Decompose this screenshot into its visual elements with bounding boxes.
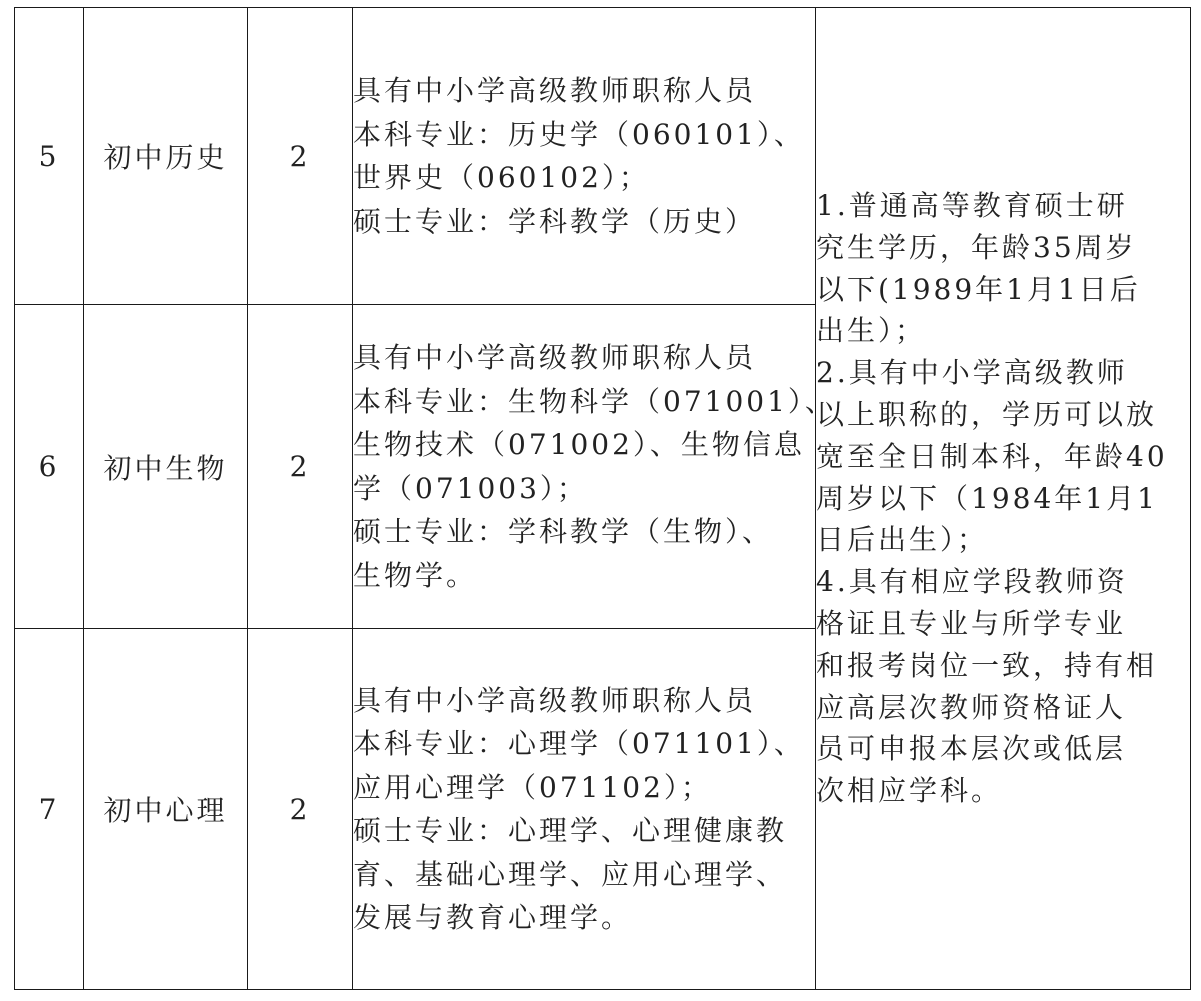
row-number: 7 (15, 629, 84, 990)
requirement-line: 育、基础心理学、应用心理学、 (353, 857, 788, 891)
condition-line: 周岁以下（1984年1月1 (816, 481, 1158, 515)
requirement-line: 本科专业：心理学（071101）、 (353, 727, 805, 760)
condition-line: 1.普通高等教育硕士研 (816, 189, 1128, 223)
requirements-cell (353, 305, 836, 629)
subject-cell: 初中生物 (84, 305, 248, 629)
requirements-cell (353, 8, 816, 305)
requirements-cell (353, 629, 816, 990)
recruitment-table (14, 7, 1191, 990)
requirement-line: 本科专业：生物科学（071001）、 (353, 384, 836, 418)
subject-cell: 初中历史 (84, 8, 248, 305)
count-cell: 2 (248, 305, 353, 629)
row-number: 6 (15, 305, 84, 629)
requirement-line: 本科专业：历史学（060101）、 (353, 117, 805, 151)
condition-line: 应高层次教师资格证人 (816, 690, 1127, 724)
condition-line: 4.具有相应学段教师资 (816, 565, 1128, 599)
requirement-line: 学（071003）； (353, 471, 588, 505)
requirement-line: 硕士专业：心理学、心理健康教 (353, 814, 788, 847)
row-number: 5 (15, 8, 84, 305)
subject-cell: 初中心理 (84, 629, 248, 990)
requirement-line: 世界史（060102）； (353, 161, 650, 194)
requirement-line: 生物技术（071002）、生物信息 (353, 428, 805, 461)
requirement-line: 硕士专业：学科教学（历史） (353, 204, 757, 238)
condition-line: 格证且专业与所学专业 (816, 606, 1127, 640)
count-cell: 2 (248, 8, 353, 305)
condition-line: 宽至全日制本科，年龄40 (816, 439, 1168, 473)
condition-line: 员可申报本层次或低层 (816, 732, 1127, 766)
condition-line: 次相应学科。 (816, 774, 1003, 808)
count-cell: 2 (248, 629, 353, 990)
requirement-line: 具有中小学高级教师职称人员 (353, 341, 757, 374)
condition-line: 以上职称的，学历可以放 (816, 398, 1158, 431)
requirement-line: 具有中小学高级教师职称人员 (353, 683, 757, 717)
condition-line: 以下(1989年1月1日后 (816, 272, 1141, 306)
requirement-line: 应用心理学（071102）； (353, 770, 712, 804)
condition-line: 出生）； (816, 314, 927, 348)
requirement-line: 生物学。 (353, 558, 478, 592)
table-row (15, 8, 1191, 305)
condition-line: 究生学历，年龄35周岁 (816, 230, 1137, 264)
condition-line: 2.具有中小学高级教师 (816, 356, 1128, 390)
requirement-line: 发展与教育心理学。 (353, 901, 633, 934)
condition-line: 日后出生）； (816, 523, 989, 557)
condition-line: 和报考岗位一致，持有相 (816, 648, 1158, 682)
general-conditions-cell (816, 8, 1191, 990)
requirement-line: 硕士专业：学科教学（生物）、 (353, 515, 774, 548)
requirement-line: 具有中小学高级教师职称人员 (353, 74, 757, 107)
